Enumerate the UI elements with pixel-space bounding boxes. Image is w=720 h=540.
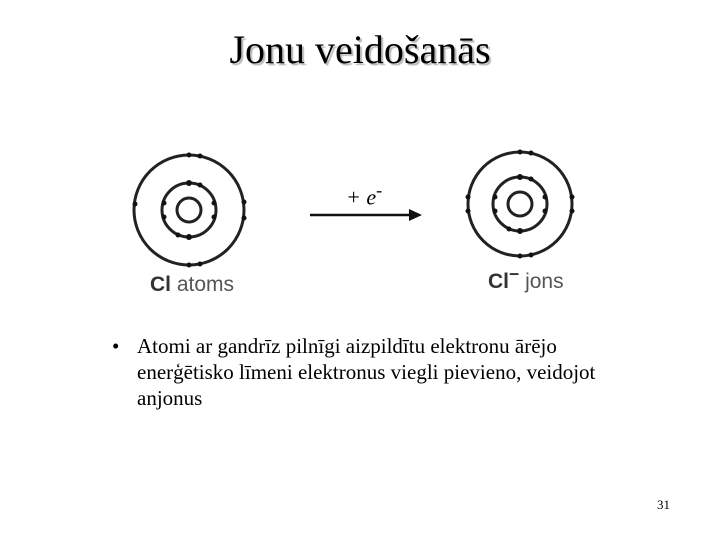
- electron: [198, 183, 203, 188]
- electron: [570, 195, 575, 200]
- electron: [529, 177, 534, 182]
- ion-nucleus: [508, 192, 532, 216]
- electron: [466, 209, 471, 214]
- electron: [162, 201, 167, 206]
- electron: [517, 174, 523, 180]
- electron: [242, 200, 247, 205]
- electron: [198, 154, 203, 159]
- ion-shell-outer: [468, 152, 572, 256]
- electron: [518, 254, 523, 259]
- reaction-arrow: [310, 209, 422, 221]
- electron: [529, 253, 534, 258]
- cl-ion-electrons: [466, 150, 575, 259]
- electron: [570, 209, 575, 214]
- electron: [133, 202, 138, 207]
- cl-ion-model: [468, 152, 572, 256]
- electron: [187, 263, 192, 268]
- atom-caption: [150, 273, 234, 297]
- ion-word: jons: [525, 270, 564, 293]
- electron: [493, 195, 498, 200]
- atom-shell-outer: [134, 155, 244, 265]
- electron: [543, 195, 548, 200]
- electron: [176, 233, 181, 238]
- ion-charge: −: [509, 264, 520, 284]
- electron: [517, 228, 523, 234]
- reaction-label: [346, 180, 382, 210]
- ion-symbol: Cl: [488, 270, 509, 293]
- electron: [518, 150, 523, 155]
- reaction-text: + e: [346, 184, 377, 210]
- electron: [507, 227, 512, 232]
- electron: [187, 153, 192, 158]
- bullet-dot-icon: •: [112, 334, 120, 358]
- electron: [162, 215, 167, 220]
- electron: [543, 209, 548, 214]
- electron: [212, 215, 217, 220]
- electron: [212, 201, 217, 206]
- electron: [529, 151, 534, 156]
- bullet-text: Atomi ar gandrīz pilnīgi aizpildītu elektronu ārējo enerģētisko līmeni elektronus viegli pievieno, veidojot anjonus: [137, 334, 596, 410]
- ion-formation-diagram: [120, 140, 600, 305]
- atom-nucleus: [177, 198, 201, 222]
- atom-shell-inner: [162, 183, 216, 237]
- electron: [466, 195, 471, 200]
- page-number: 31: [657, 497, 670, 512]
- electron: [186, 234, 192, 240]
- electron: [198, 262, 203, 267]
- electron: [242, 216, 247, 221]
- atom-symbol: Cl: [150, 273, 171, 296]
- ion-shell-inner: [493, 177, 547, 231]
- electron-charge: -: [376, 180, 383, 200]
- electron: [493, 209, 498, 214]
- cl-atom-model: [134, 155, 244, 265]
- slide-title: Jonu veidošanās: [229, 27, 491, 72]
- ion-caption: [488, 264, 564, 294]
- atom-word: atoms: [176, 273, 235, 296]
- electron: [186, 180, 192, 186]
